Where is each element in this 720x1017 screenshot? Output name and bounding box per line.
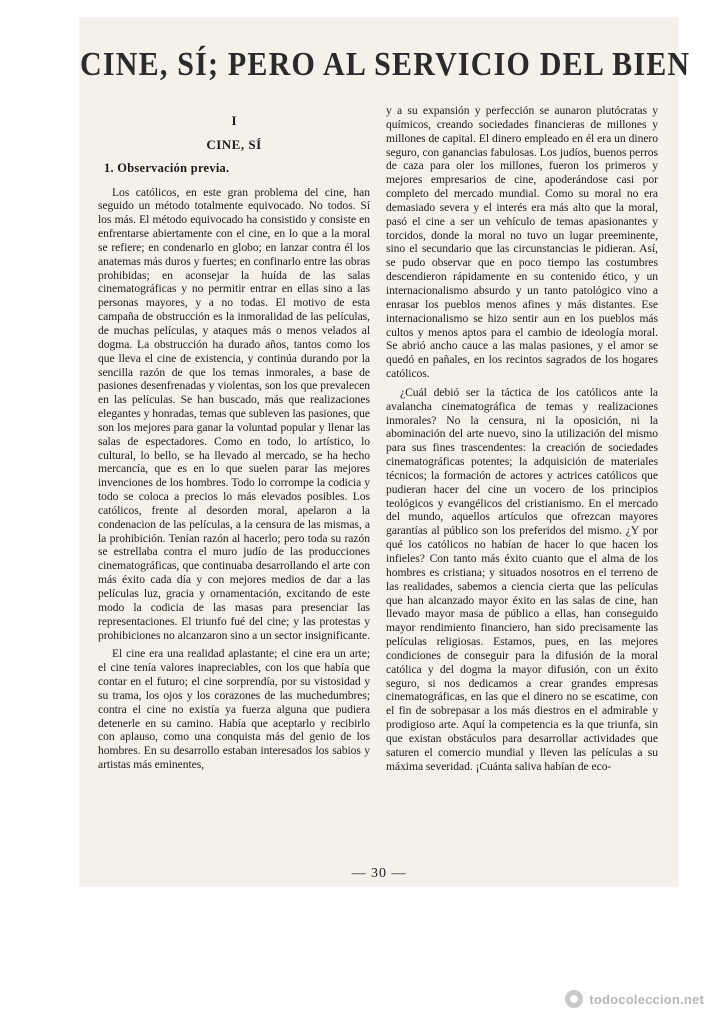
body-paragraph: y a su expansión y perfección se aunaron plutócratas y químicos, creando sociedades financieras de millones y millones de capital. El dinero empleado en él era un dinero seguro, con ganancias fabulosas. Los judíos, buenos perros de caza para oler los millones, fueron los primeros y mejores empresarios de cine, apoderándose casi por completo del mercado mundial. Como su moral no era demasiado severa y el interés era más alto que la moral, pasó el cine a ser un vehículo de temas apasionantes y torcidos, donde la moral no tuvo un lugar preeminente, sino el secundario que las circunstancias le pidieran. Así, se pudo observar que en poco tiempo las costumbres descendieron rápidamente en su contenido ético, y un internacionalismo absurdo y un tanto patológico vino a enrasar los pueblos menos afines y más distantes. Ese internacionalismo se hizo sentir aun en los pueblos más cultos y menos aptos para el cambio de ideología moral. Se abrió ancho cauce a las malas pasiones, y el amor se quedó en pañales, en los recintos sagrados de los hogares católicos. bbox=[386, 104, 658, 381]
body-paragraph: Los católicos, en este gran problema del cine, han seguido un método totalmente equivocado. No todos. Sí los más. El método equivocado ha consistido y consiste en enfrentarse abiertamente con el cine, en lo que a la moral se refiere; en condenarlo en globo; en lanzar contra él los anatemas más duros y fuertes; en confinarlo entre las obras prohibidas; en aconsejar la huída de las salas cinematográficas y no permitir entrar en ellas sino a las personas mayores, y a no todas. El motivo de esta campaña de obstrucción es la inmoralidad de las películas, de muchas películas, y ataques más o menos velados al dogma. La obstrucción ha durado años, tantos como los que lleva el cine de existencia, y continúa durando por la sencilla razón de que los temas inmorales, a base de pasiones desenfrenadas y violentas, son los que prevalecen en las películas. Se han buscado, más que realizaciones elegantes y honradas, temas que subleven las pasiones, que son los mejores para ganar la voluntad popular y llenar las salas de espectadores. Como en todo, lo artístico, lo cultural, lo bello, se ha llevado al mercado, se ha hecho mercancía, que es en lo que suelen parar las mejores invenciones de los hombres. Todo lo corrompe la codicia y todo se coloca a precios lo más elevados posibles. Los católicos, frente al desorden moral, apelaron a la condenacion de las películas, a la censura de las mismas, a la prohibición. Tenían razón al hacerlo; pero toda su razón se estrellaba contra el muro judío de las producciones cinematográficas, que continuaba desarrollando el arte con más éxito cada día y con mejores medios de dar a las películas luz, gracia y ornamentación, excitando de este modo la codicia de las masas para presenciar las representaciones. El triunfo fué del cine; y las protestas y prohibiciones no alcanzaron sino a un sector insignificante. bbox=[98, 185, 370, 642]
right-column bbox=[386, 104, 658, 774]
left-column bbox=[98, 110, 370, 772]
page-title: CINE, SÍ; PERO AL SERVICIO DEL BIEN bbox=[80, 45, 691, 83]
body-paragraph: ¿Cuál debió ser la táctica de los católicos ante la avalancha cinematográfica de temas y realizaciones inmorales? No la censura, ni la oposición, ni la abominación del arte nuevo, sino la utilización del mismo para sus fines trascendentes: la creación de sociedades cinematográficas potentes; la adquisición de materiales técnicos; la formación de actores y actrices católicos que pudieran hacer del cine un vocero de los principios teológicos y evangélicos del cristianismo. En el mercado del mundo, aquellos artículos que ofrezcan mayores garantías al público son los preferidos del mismo. ¿Y por qué los católicos no habían de hacer lo que hacen los infieles? Con tanto más éxito cuanto que el alma de los hombres es cristiana; y situados nosotros en el terreno de las realidades, sabemos a ciencia cierta que las películas que han alcanzado mayor éxito en las salas de cine, han llevado mayor masa de público a ellas, han conseguido mayor rendimiento financiero, han sido precisamente las películas religiosas. Estamos, pues, en las mejores condiciones de conseguir para la difusión de la moral católica y del dogma la mayor difusión, con un éxito seguro, si nos dedicamos a crear grandes empresas cinematográficas, en las que el dinero no se escatime, con el fin de sobrepasar a los más diestros en el admirable y prodigioso arte. Aquí la competencia es la que triunfa, sin que existan obstáculos para desarrollar actividades que saturen el comercio mundial y lleven las películas a su máxima severidad. ¡Cuánta saliva habían de eco- bbox=[386, 385, 658, 773]
todocoleccion-logo-icon bbox=[565, 990, 583, 1008]
document-page bbox=[80, 18, 691, 886]
body-paragraph: El cine era una realidad aplastante; el cine era un arte; el cine tenía valores inapreciables, con los que había que contar en el futuro; el cine sorprendía, por su vistosidad y su trama, los ojos y los corazones de las muchedumbres; contra el cine no existía ya fuerza alguna que pudiera detenerle en su camino. Había que aceptarlo y recibirlo con aplauso, como una conquista más del genio de los hombres. En su desarrollo estaban interesados los sabios y artistas más eminentes, bbox=[98, 647, 370, 772]
chapter-title: CINE, SÍ bbox=[206, 136, 262, 152]
chapter-number: I bbox=[231, 113, 237, 128]
watermark-text: todocoleccion.net bbox=[589, 991, 704, 1007]
watermark bbox=[565, 990, 704, 1008]
section-heading: 1. Observación previa. bbox=[104, 160, 230, 175]
page-number: — 30 — bbox=[351, 866, 407, 881]
